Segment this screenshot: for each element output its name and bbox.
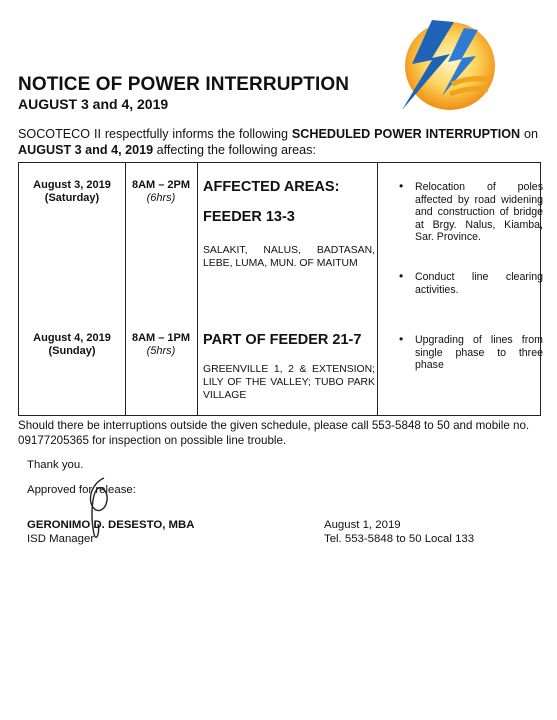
feeder-heading: PART OF FEEDER 21-7 <box>203 332 362 348</box>
schedule-date <box>19 332 125 358</box>
activity-item: Upgrading of lines from single phase to three phase <box>415 334 543 371</box>
intro-bold-1: SCHEDULED POWER INTERRUPTION <box>291 127 521 141</box>
intro-bold-2: AUGUST 3 and 4, 2019 <box>18 143 154 157</box>
column-divider <box>377 163 378 415</box>
intro-text-3: affecting the following areas: <box>153 143 316 157</box>
affected-areas-list: SALAKIT, NALUS, BADTASAN, LEBE, LUMA, MUN. OF MAITUM <box>203 245 375 269</box>
intro-paragraph <box>18 126 538 158</box>
bullet-icon: • <box>399 332 404 346</box>
intro-text-2: on <box>520 127 538 141</box>
approved-label: Approved for release: <box>27 484 136 496</box>
telephone-info: Tel. 553-5848 to 50 Local 133 <box>324 533 475 545</box>
activity-item: Relocation of poles affected by road widening and construction of bridge at Brgy. Nalus, Kiamba, Sar. Province. <box>415 181 543 243</box>
socoteco-logo <box>392 14 500 118</box>
signer-title: ISD Manager <box>27 533 95 545</box>
notice-date: August 1, 2019 <box>324 519 401 531</box>
date-text: August 3, 2019 <box>33 179 111 191</box>
schedule-date <box>19 179 125 205</box>
time-text: 8AM – 1PM <box>131 332 191 344</box>
schedule-table <box>18 162 541 416</box>
page-title: NOTICE OF POWER INTERRUPTION <box>18 74 350 95</box>
bullet-icon: • <box>399 269 404 283</box>
activity-item: Conduct line clearing activities. <box>415 271 543 296</box>
time-text: 8AM – 2PM <box>131 179 191 191</box>
signer-name: GERONIMO D. DESESTO, MBA <box>27 519 195 531</box>
duration-text: (5hrs) <box>146 345 176 357</box>
intro-text-1: SOCOTECO II respectfully informs the following <box>18 127 292 141</box>
day-text: (Saturday) <box>44 192 100 204</box>
contact-note: Should there be interruptions outside the given schedule, please call 553-5848 to 50 and mobile no. 09177205365 for inspection on possible line trouble. <box>18 419 530 447</box>
schedule-time <box>125 179 197 205</box>
feeder-heading: FEEDER 13-3 <box>203 209 295 225</box>
duration-text: (6hrs) <box>146 192 176 204</box>
affected-areas-heading: AFFECTED AREAS: <box>203 179 340 195</box>
page-subtitle: AUGUST 3 and 4, 2019 <box>18 96 169 112</box>
affected-areas-list: GREENVILLE 1, 2 & EXTENSION; LILY OF THE VALLEY; TUBO PARK VILLAGE <box>203 364 375 401</box>
date-text: August 4, 2019 <box>33 332 111 344</box>
thank-you-text: Thank you. <box>27 459 84 471</box>
column-divider <box>197 163 198 415</box>
day-text: (Sunday) <box>48 345 96 357</box>
schedule-time <box>125 332 197 358</box>
bullet-icon: • <box>399 179 404 193</box>
